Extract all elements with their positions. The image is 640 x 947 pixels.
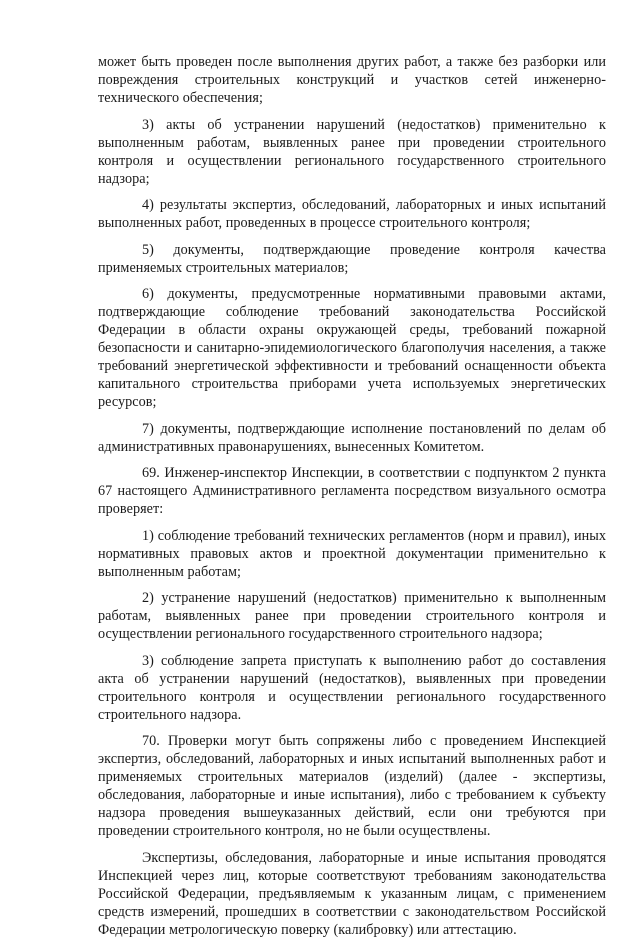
paragraph-continuation: может быть проведен после выполнения других работ, а также без разборки или повреждения строительных конструкций и участков сетей инженерно-технического обеспечения; [98, 54, 606, 106]
paragraph-expertise-conditions: Экспертизы, обследования, лабораторные и иные испытания проводятся Инспекцией через лиц, которые соответствуют требованиям законодательства Российской Федерации, предъявляемым к указанным лицам, с применением средств измерений, прошедших в соответствии с законодательством Российской Федерации метрологическую поверку (калибровку) или аттестацию. [98, 849, 606, 938]
paragraph-item-6-regulatory-docs: 6) документы, предусмотренные нормативными правовыми актами, подтверждающие соблюдение требований законодательства Российской Федерации в области охраны окружающей среды, требований пожарной безопасности и санитарно-эпидемиологического благополучия населения, а также требований энергетической эффективности и требований оснащенности объекта капитального строительства приборами учета используемых энергетических ресурсов; [98, 286, 606, 410]
paragraph-item-5-quality-docs: 5) документы, подтверждающие проведение контроля качества применяемых строительных материалов; [98, 241, 606, 276]
paragraph-item-7-resolutions: 7) документы, подтверждающие исполнение постановлений по делам об административных правонарушениях, вынесенных Комитетом. [98, 420, 606, 455]
paragraph-item-3-acts: 3) акты об устранении нарушений (недостатков) применительно к выполненным работам, выявленных ранее при проведении строительного контроля и осуществлении регионального государственного строительного надзора; [98, 116, 606, 187]
paragraph-69-item-2: 2) устранение нарушений (недостатков) применительно к выполненным работам, выявленных ранее при проведении строительного контроля и осуществлении регионального государственного строительного надзора; [98, 590, 606, 642]
paragraph-item-4-results: 4) результаты экспертиз, обследований, лабораторных и иных испытаний выполненных работ, проведенных в процессе строительного контроля; [98, 197, 606, 231]
paragraph-section-69: 69. Инженер-инспектор Инспекции, в соответствии с подпунктом 2 пункта 67 настоящего Административного регламента посредством визуального осмотра проверяет: [98, 465, 606, 517]
paragraph-69-item-3: 3) соблюдение запрета приступать к выполнению работ до составления акта об устранении нарушений (недостатков), выявленных при проведении строительного контроля и осуществлении регионального государственного строительного надзора. [98, 652, 606, 723]
paragraph-69-item-1: 1) соблюдение требований технических регламентов (норм и правил), иных нормативных правовых актов и проектной документации применительно к выполненным работам; [98, 527, 606, 580]
document-body [98, 53, 606, 947]
paragraph-section-70: 70. Проверки могут быть сопряжены либо с проведением Инспекцией экспертиз, обследований, лабораторных и иных испытаний выполненных работ и применяемых строительных материалов (изделий) (далее - экспертизы, обследования, лабораторные и иные испытания), либо с требованием к субъекту надзора проведения вышеуказанных действий, если они требуются при проведении строительного контроля, но не были осуществлены. [98, 733, 606, 839]
